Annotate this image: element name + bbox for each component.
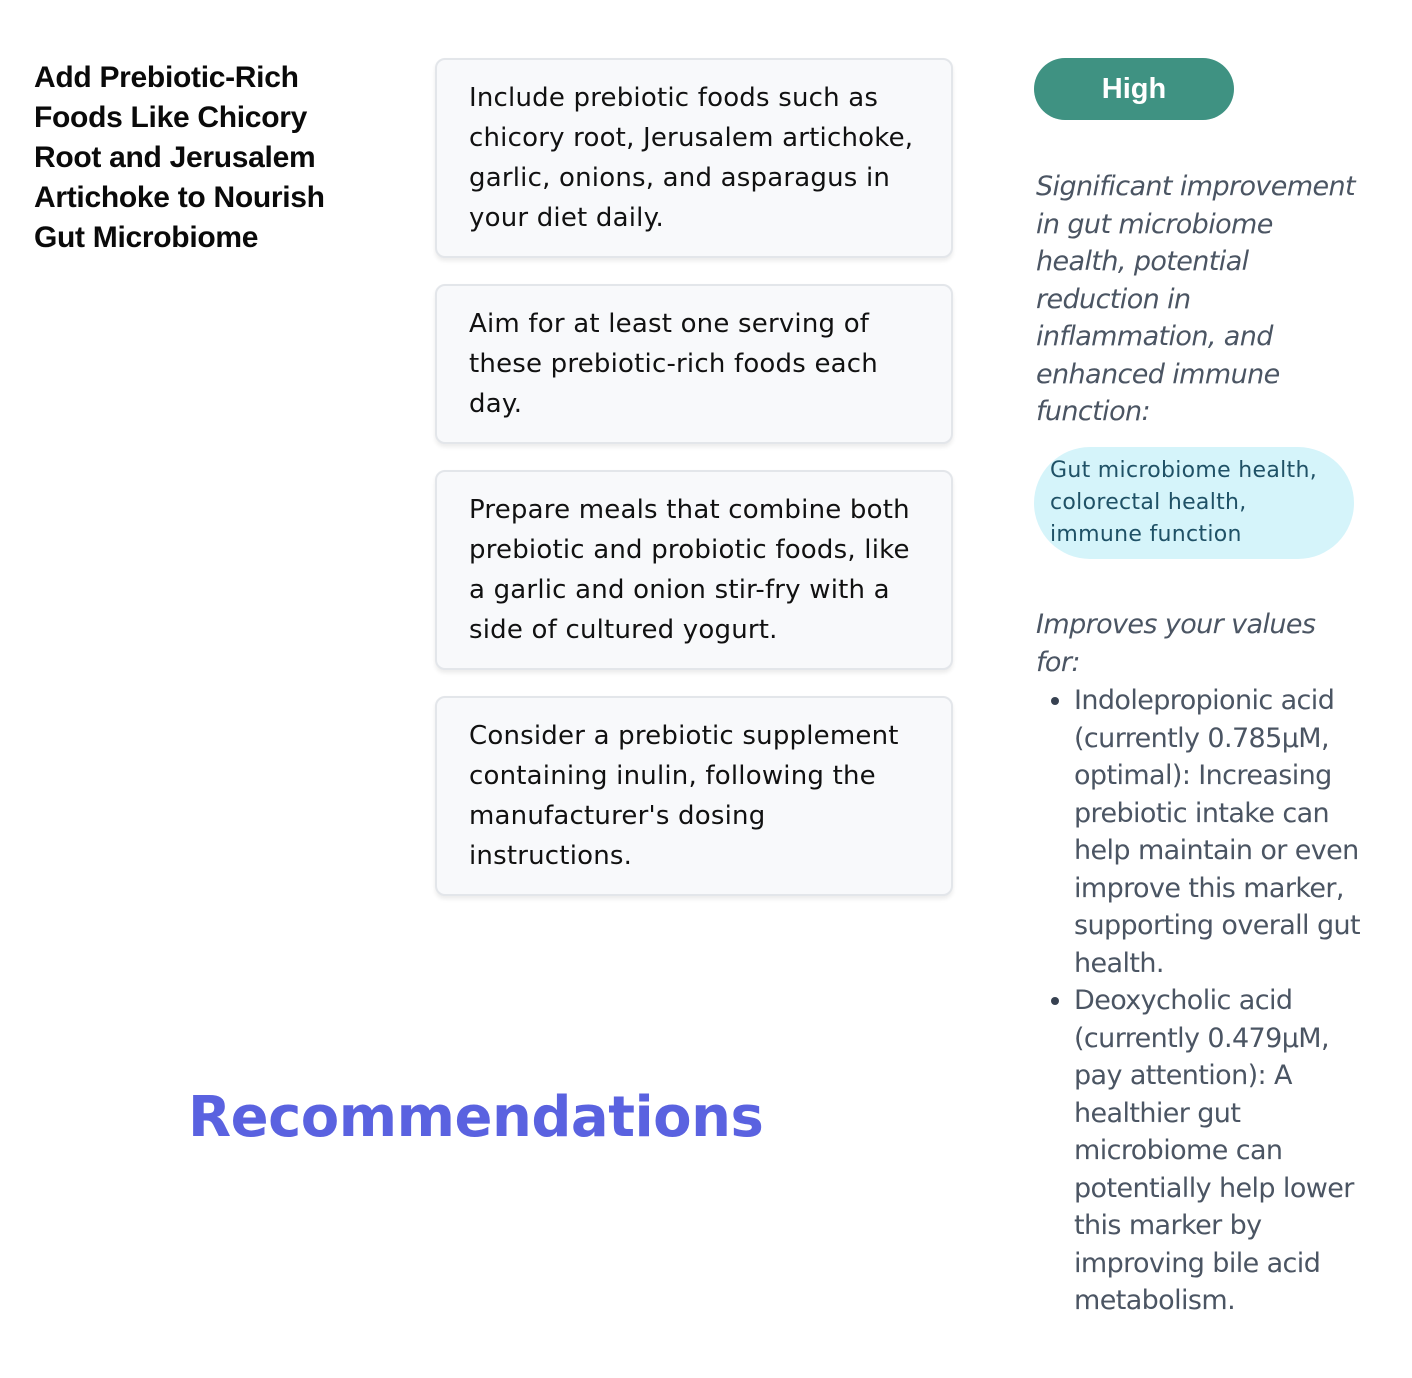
recommendation-title: Add Prebiotic-Rich Foods Like Chicory Root and Jerusalem Artichoke to Nourish Gut Microbiome — [34, 61, 325, 254]
step-card-1: Include prebiotic foods such as chicory root, Jerusalem artichoke, garlic, onions, and asparagus in your diet daily. — [435, 58, 953, 258]
improves-item-indolepropionic-acid: • Indolepropionic acid (currently 0.785µM, optimal): Increasing prebiotic intake can help maintain or even improve this marker, supporting overall gut health. — [1074, 682, 1366, 982]
priority-badge: High — [1034, 58, 1234, 120]
health-areas-pill: Gut microbiome health, colorectal health, immune function — [1034, 447, 1354, 559]
improves-label: Improves your values for: — [1036, 609, 1316, 678]
step-card-2: Aim for at least one serving of these prebiotic-rich foods each day. — [435, 284, 953, 444]
improves-item-deoxycholic-acid: • Deoxycholic acid (currently 0.479µM, pay attention): A healthier gut microbiome can potentially help lower this marker by improving bile acid metabolism. — [1074, 982, 1366, 1320]
improves-list — [1036, 682, 1366, 1320]
impact-description: Significant improvement in gut microbiome health, potential reduction in inflammation, and enhanced immune function: — [1036, 171, 1356, 427]
step-card-3: Prepare meals that combine both prebiotic and probiotic foods, like a garlic and onion stir-fry with a side of cultured yogurt. — [435, 470, 953, 670]
step-card-4: Consider a prebiotic supplement containing inulin, following the manufacturer's dosing instructions. — [435, 696, 953, 896]
recommendation-steps — [435, 58, 953, 922]
section-heading: Recommendations — [188, 1085, 764, 1150]
